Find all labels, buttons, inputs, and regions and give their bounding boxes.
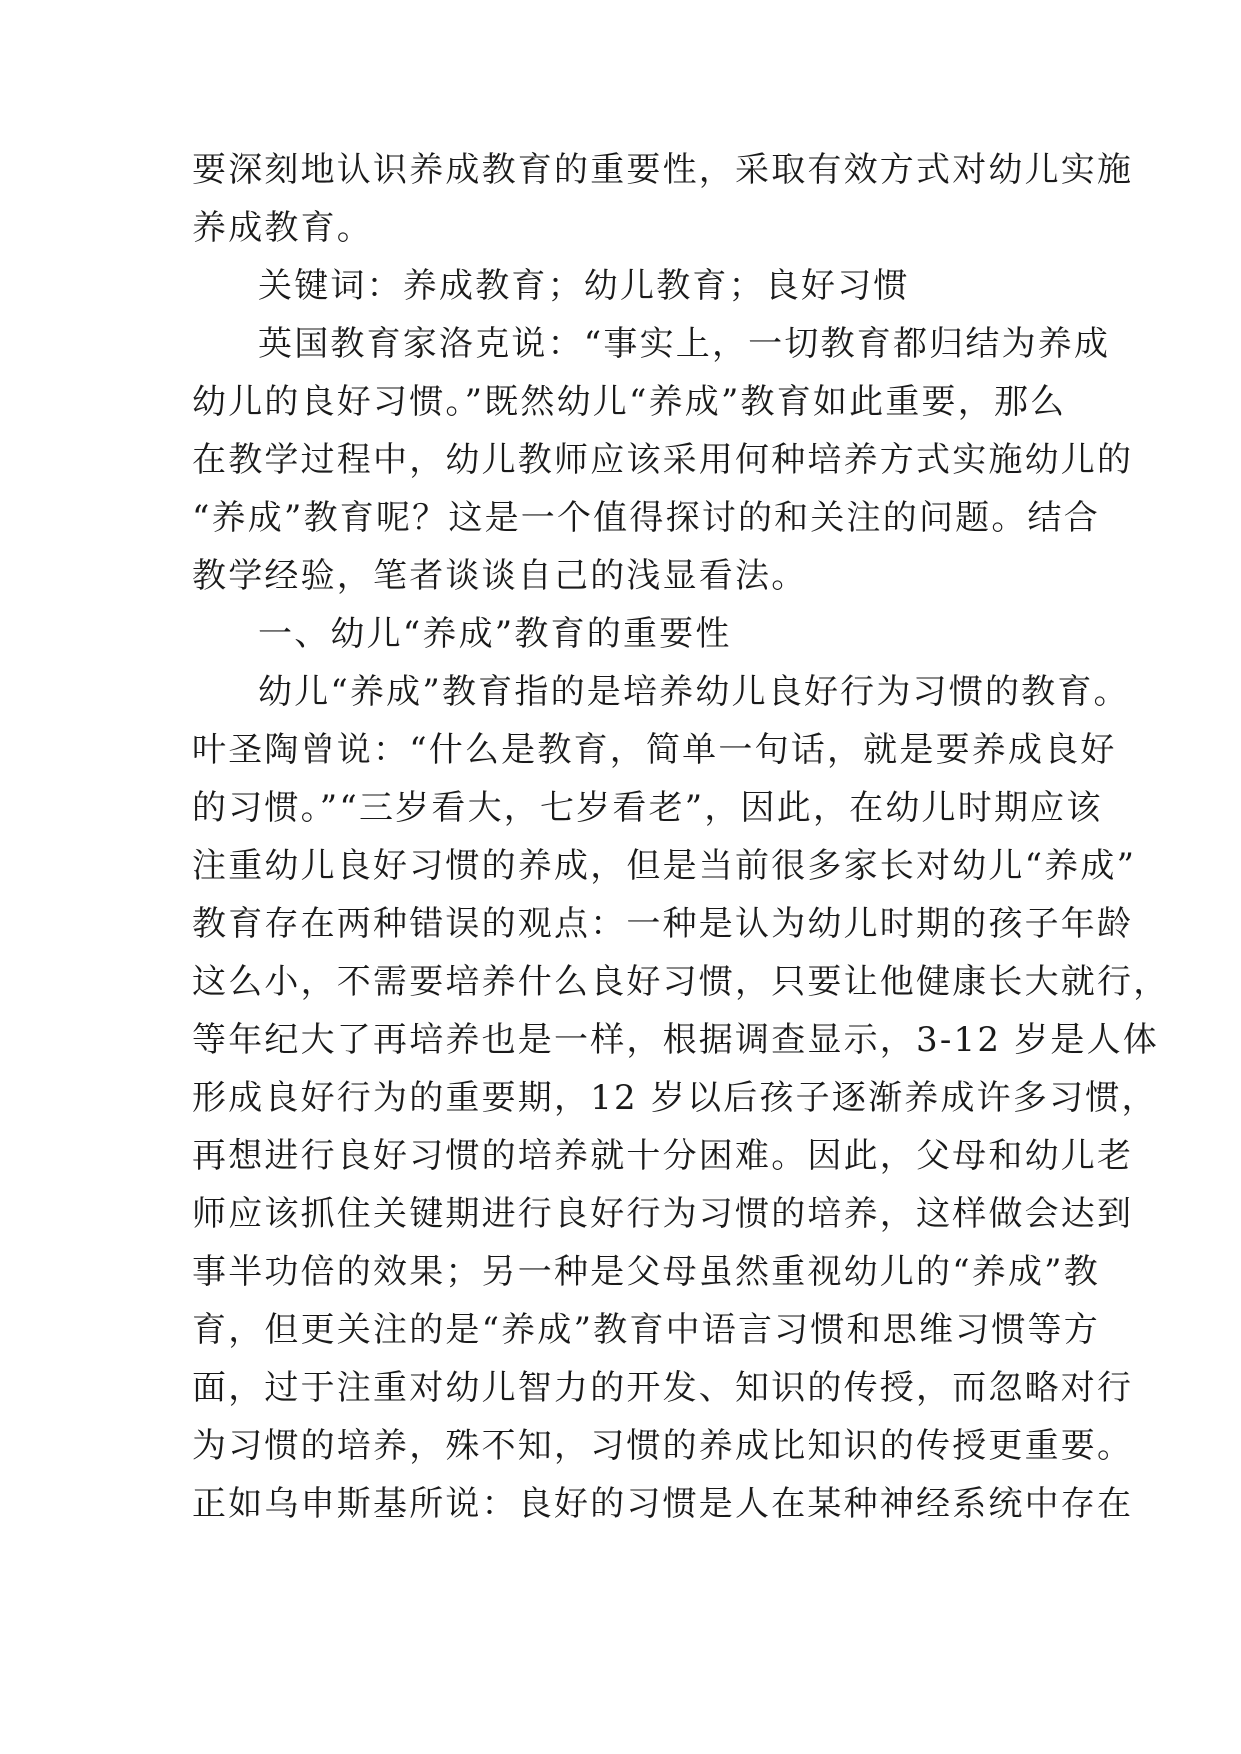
text-line: 教育存在两种错误的观点：一种是认为幼儿时期的孩子年龄 <box>192 904 1134 944</box>
paragraph-start: 英国教育家洛克说：“事实上，一切教育都归结为养成 <box>258 324 1111 364</box>
text-line: 的习惯。”“三岁看大，七岁看老”，因此，在幼儿时期应该 <box>192 788 1103 828</box>
keywords-line: 关键词：养成教育；幼儿教育；良好习惯 <box>258 266 910 306</box>
text-line: 等年纪大了再培养也是一样，根据调查显示，3-12 岁是人体 <box>192 1020 1159 1060</box>
text-line: 叶圣陶曾说：“什么是教育，简单一句话，就是要养成良好 <box>192 730 1117 770</box>
text-line: 正如乌申斯基所说：良好的习惯是人在某种神经系统中存在 <box>192 1484 1134 1524</box>
paragraph-start: 幼儿“养成”教育指的是培养幼儿良好行为习惯的教育。 <box>258 672 1130 712</box>
text-line: 形成良好行为的重要期，12 岁以后孩子逐渐养成许多习惯， <box>192 1078 1158 1118</box>
text-line: 注重幼儿良好习惯的养成，但是当前很多家长对幼儿“养成” <box>192 846 1137 886</box>
text-line: 面，过于注重对幼儿智力的开发、知识的传授，而忽略对行 <box>192 1368 1134 1408</box>
section-heading: 一、幼儿“养成”教育的重要性 <box>258 614 732 654</box>
text-line: 这么小，不需要培养什么良好习惯，只要让他健康长大就行， <box>192 962 1170 1002</box>
text-line: 育，但更关注的是“养成”教育中语言习惯和思维习惯等方 <box>192 1310 1100 1350</box>
text-line: 为习惯的培养，殊不知，习惯的养成比知识的传授更重要。 <box>192 1426 1134 1466</box>
text-line: 幼儿的良好习惯。”既然幼儿“养成”教育如此重要，那么 <box>192 382 1067 422</box>
text-line: 养成教育。 <box>192 208 373 248</box>
text-line: 事半功倍的效果；另一种是父母虽然重视幼儿的“养成”教 <box>192 1252 1100 1292</box>
text-line: 要深刻地认识养成教育的重要性，采取有效方式对幼儿实施 <box>192 150 1134 190</box>
text-line: 在教学过程中，幼儿教师应该采用何种培养方式实施幼儿的 <box>192 440 1134 480</box>
text-line: 再想进行良好习惯的培养就十分困难。因此，父母和幼儿老 <box>192 1136 1134 1176</box>
text-line: 教学经验，笔者谈谈自己的浅显看法。 <box>192 556 808 596</box>
text-line: 师应该抓住关键期进行良好行为习惯的培养，这样做会达到 <box>192 1194 1134 1234</box>
text-line: “养成”教育呢？这是一个值得探讨的和关注的问题。结合 <box>192 498 1100 538</box>
